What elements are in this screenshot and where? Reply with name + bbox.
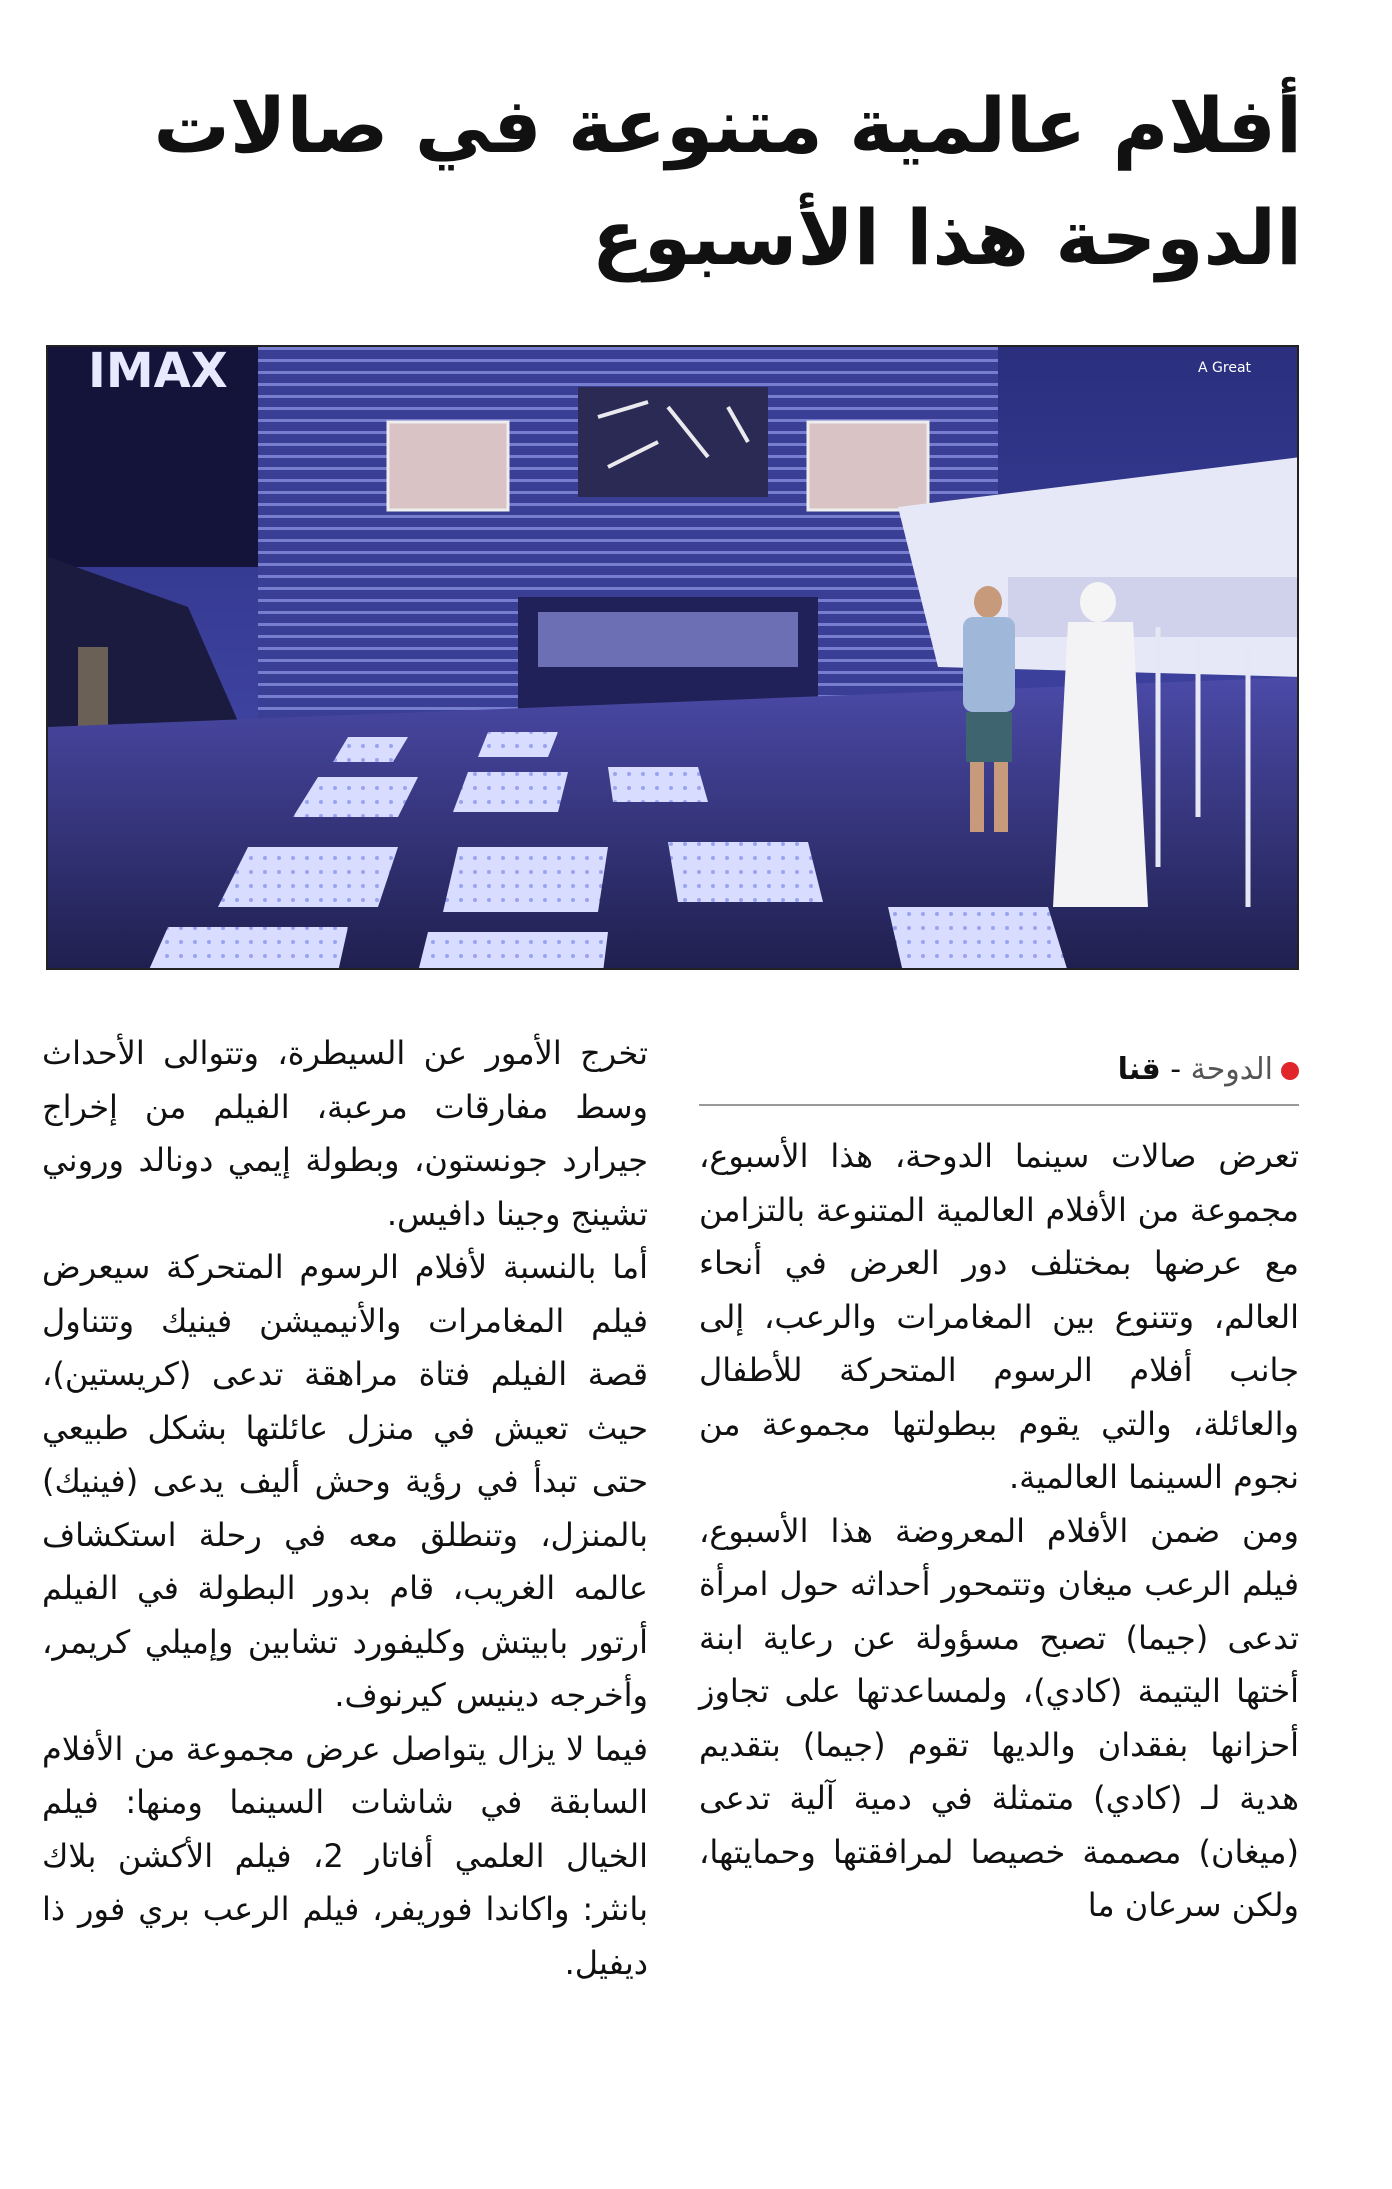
body-column-left	[42, 1027, 648, 1990]
imax-sign: IMAX	[88, 347, 228, 399]
paragraph: أما بالنسبة لأفلام الرسوم المتحركة سيعرض فيلم المغامرات والأنيميشن فينيك وتتناول قصة الفيلم فتاة مراهقة تدعى (كريستين)، حيث تعيش في منزل عائلتها بشكل طبيعي حتى تبدأ في رؤية وحش أليف يدعى (فينيك) بالمنزل، وتنطلق معه في رحلة استكشاف عالمه الغريب، قام بدور البطولة في الفيلم أرتور بابيتش وكليفورد تشابين وإميلي كريمر، وأخرجه دينيس كيرنوف.	[42, 1248, 648, 1714]
paragraph: تخرج الأمور عن السيطرة، وتتوالى الأحداث وسط مفارقات مرعبة، الفيلم من إخراج جيرارد جونستون، وبطولة إيمي دونالد وروني تشينج وجينا دافيس.	[42, 1034, 648, 1233]
article-photo	[46, 345, 1299, 970]
paragraph: فيما لا يزال يتواصل عرض مجموعة من الأفلام السابقة في شاشات السينما ومنها: فيلم الخيال العلمي أفاتار 2، فيلم الأكشن بلاك بانثر: واكاندا فوريفر، فيلم الرعب بري فور ذا ديفيل.	[42, 1729, 649, 1982]
paragraph: تعرض صالات سينما الدوحة، هذا الأسبوع، مجموعة من الأفلام العالمية المتنوعة بالتزامن مع عرضها بمختلف دور العرض في أنحاء العالم، وتتنوع بين المغامرات والرعب، إلى جانب أفلام الرسوم المتحركة للأطفال والعائلة، والتي يقوم ببطولتها مجموعة من نجوم السينما العالمية.	[699, 1137, 1299, 1496]
headline	[60, 70, 1302, 294]
cinema-lobby-illustration	[48, 347, 1299, 970]
dateline-separator: -	[1160, 1052, 1191, 1087]
body-column-right	[699, 1130, 1299, 1933]
paragraph: ومن ضمن الأفلام المعروضة هذا الأسبوع، فيلم الرعب ميغان وتتمحور أحداثه حول امرأة تدعى (جيما) تصبح مسؤولة عن رعاية ابنة أختها اليتيمة (كادي)، ولمساعدتها على تجاوز أحزانها بفقدان والديها تقوم (جيما) بتقديم هدية لـ (كادي) متمثلة في دمية آلية تدعى (ميغان) مصممة خصيصا لمرافقتها وحمايتها، ولكن سرعان ما	[699, 1511, 1299, 1924]
dateline-city: الدوحة	[1190, 1052, 1273, 1087]
wall-sign: A Great	[1198, 360, 1252, 376]
dateline	[699, 1040, 1299, 1100]
dateline-rule	[699, 1104, 1299, 1106]
dateline-agency: قنا	[1117, 1052, 1161, 1087]
headline-line-1: أفلام عالمية متنوعة في صالات	[153, 81, 1302, 170]
headline-line-2: الدوحة هذا الأسبوع	[591, 193, 1302, 282]
dateline-dot-icon	[1281, 1062, 1299, 1080]
